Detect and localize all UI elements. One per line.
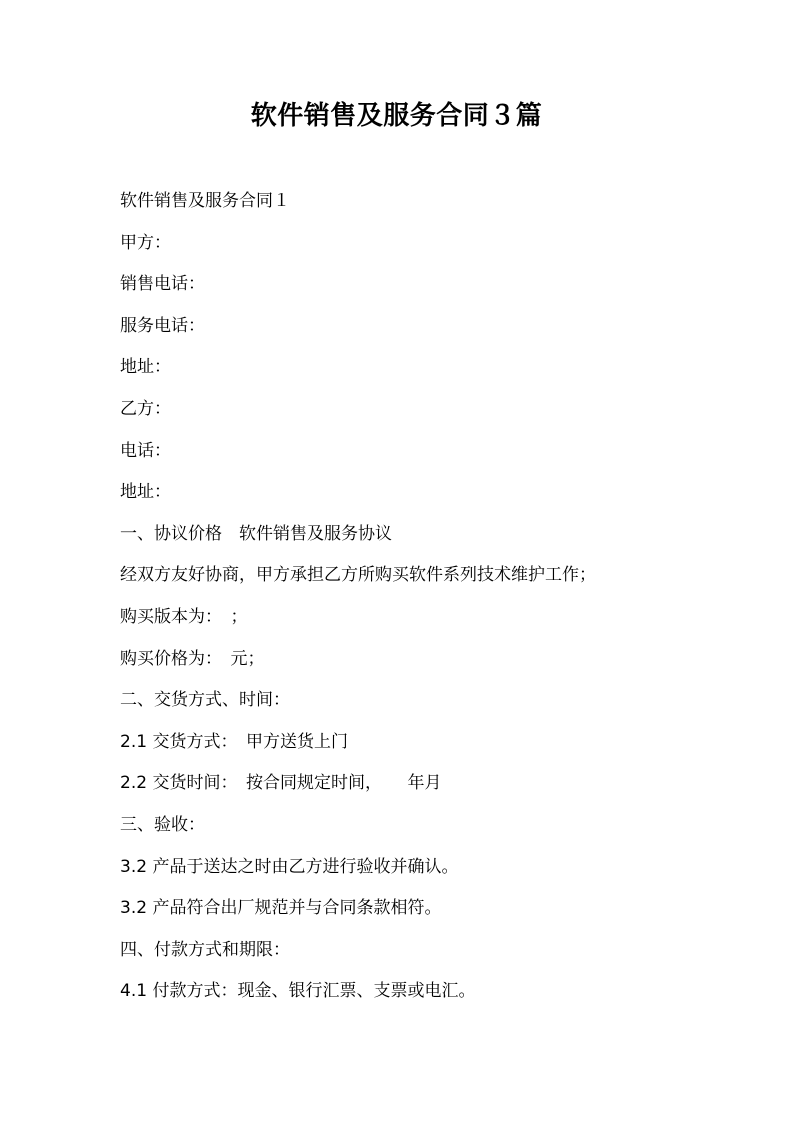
acceptance-line-1: 3.2 产品于送达之时由乙方进行验收并确认。 bbox=[120, 856, 459, 877]
contract-heading: 软件销售及服务合同１ bbox=[120, 191, 290, 211]
delivery-time-line: 2.2 交货时间： 按合同规定时间， 年月 bbox=[120, 773, 442, 794]
payment-method-line: 4.1 付款方式：现金、银行汇票、支票或电汇。 bbox=[120, 981, 476, 1002]
document-body bbox=[120, 187, 720, 1019]
party-b-label: 乙方： bbox=[120, 398, 171, 419]
party-b-phone-label: 电话： bbox=[120, 440, 171, 461]
acceptance-line-2: 3.2 产品符合出厂规范并与合同条款相符。 bbox=[120, 898, 442, 919]
delivery-method-line: 2.1 交货方式： 甲方送货上门 bbox=[120, 731, 348, 752]
section-4-heading: 四、付款方式和期限： bbox=[120, 939, 290, 960]
section-3-heading: 三、验收： bbox=[120, 814, 205, 835]
document-title: 软件销售及服务合同３篇 bbox=[250, 101, 543, 131]
section-2-heading: 二、交货方式、时间： bbox=[120, 690, 290, 711]
purchase-version-line: 购买版本为： ； bbox=[120, 606, 248, 627]
sales-phone-label: 销售电话： bbox=[120, 274, 205, 295]
service-phone-label: 服务电话： bbox=[120, 315, 205, 336]
section-1-heading: 一、协议价格 软件销售及服务协议 bbox=[120, 523, 392, 544]
purchase-price-line: 购买价格为： 元； bbox=[120, 648, 265, 669]
party-b-address-label: 地址： bbox=[120, 482, 171, 503]
party-a-label: 甲方： bbox=[120, 232, 171, 253]
section-1-text: 经双方友好协商，甲方承担乙方所购买软件系列技术维护工作； bbox=[120, 565, 596, 586]
party-a-address-label: 地址： bbox=[120, 357, 171, 378]
